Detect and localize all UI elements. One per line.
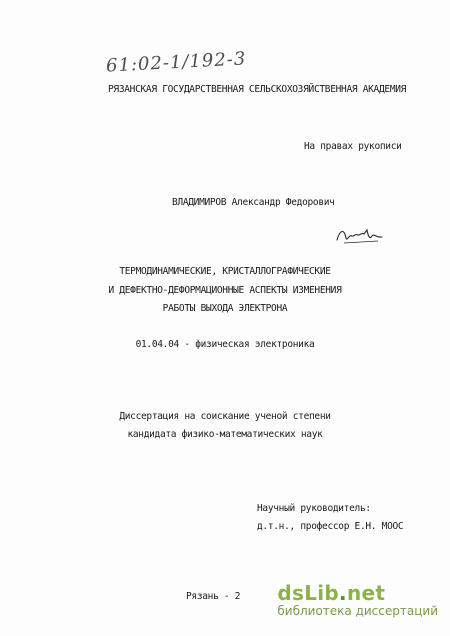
supervisor-label: Научный руководитель: <box>257 503 371 514</box>
dslib-watermark <box>277 582 438 618</box>
institution-name: РЯЗАНСКАЯ ГОСУДАРСТВЕННАЯ СЕЛЬСКОХОЗЯЙСТВЕННАЯ АКАДЕМИЯ <box>108 84 407 95</box>
dissertation-title-line-3: РАБОТЫ ВЫХОДА ЭЛЕКТРОНА <box>162 303 288 314</box>
signature-icon <box>334 224 386 246</box>
dslib-logo: dsLib.net <box>277 581 386 605</box>
handwritten-catalog-number: 61:02-1/192-3 <box>105 48 247 77</box>
degree-line-1: Диссертация на соискание ученой степени <box>119 411 331 422</box>
specialty-code: 01.04.04 - физическая электроника <box>135 339 315 350</box>
city-year: Рязань - 2 <box>186 591 241 602</box>
supervisor-name: д.т.н., профессор Е.Н. МООС <box>257 521 404 532</box>
dissertation-title-line-2: И ДЕФЕКТНО-ДЕФОРМАЦИОННЫЕ АСПЕКТЫ ИЗМЕНЕНИЯ <box>108 285 342 296</box>
dissertation-title-line-1: ТЕРМОДИНАМИЧЕСКИЕ, КРИСТАЛЛОГРАФИЧЕСКИЕ <box>119 266 331 277</box>
degree-line-2: кандидата физико-математических наук <box>127 429 323 440</box>
manuscript-note: На правах рукописи <box>304 141 402 152</box>
dslib-subtitle: библиотека диссертаций <box>277 604 438 618</box>
author-name: ВЛАДИМИРОВ Александр Федорович <box>172 197 335 208</box>
